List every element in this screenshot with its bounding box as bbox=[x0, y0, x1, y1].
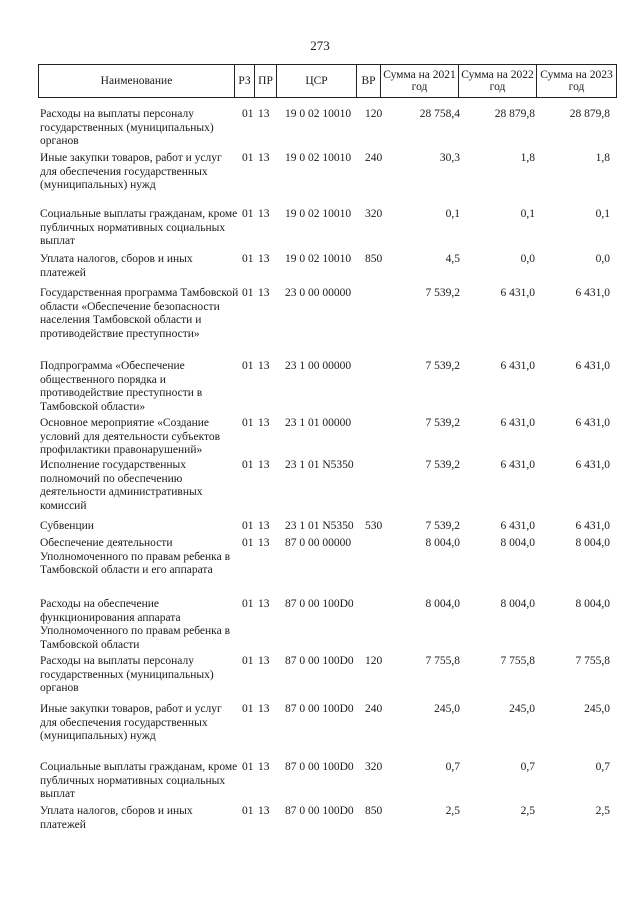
row-pr: 13 bbox=[258, 152, 270, 164]
row-csr: 23 1 01 00000 bbox=[285, 417, 352, 429]
row-rz: 01 bbox=[242, 208, 254, 220]
row-rz: 01 bbox=[242, 417, 254, 429]
row-csr: 87 0 00 100D0 bbox=[285, 655, 354, 667]
row-sum-2022: 6 431,0 bbox=[500, 417, 535, 429]
row-pr: 13 bbox=[258, 360, 270, 372]
row-sum-2022: 6 431,0 bbox=[500, 520, 535, 532]
row-sum-2021: 0,7 bbox=[445, 761, 460, 773]
row-name: Субвенции bbox=[40, 520, 94, 532]
row-rz: 01 bbox=[242, 253, 254, 265]
row-sum-2023: 1,8 bbox=[595, 152, 610, 164]
row-sum-2022: 0,0 bbox=[520, 253, 535, 265]
row-vr: 240 bbox=[365, 152, 383, 164]
row-pr: 13 bbox=[258, 108, 270, 120]
row-rz: 01 bbox=[242, 703, 254, 715]
page-number: 273 bbox=[310, 38, 330, 53]
row-name: Расходы на выплаты персоналу государственных (муниципальных) органов bbox=[40, 108, 214, 148]
row-csr: 23 0 00 00000 bbox=[285, 287, 352, 299]
row-sum-2022: 8 004,0 bbox=[500, 598, 535, 610]
row-rz: 01 bbox=[242, 805, 254, 817]
row-csr: 19 0 02 10010 bbox=[285, 208, 352, 220]
row-vr: 320 bbox=[365, 761, 383, 773]
row-rz: 01 bbox=[242, 761, 254, 773]
row-rz: 01 bbox=[242, 152, 254, 164]
row-rz: 01 bbox=[242, 598, 254, 610]
row-sum-2022: 6 431,0 bbox=[500, 459, 535, 471]
row-sum-2022: 2,5 bbox=[520, 805, 535, 817]
row-name: Расходы на выплаты персоналу государственных (муниципальных) органов bbox=[40, 655, 214, 695]
row-vr: 850 bbox=[365, 253, 383, 265]
row-pr: 13 bbox=[258, 287, 270, 299]
row-pr: 13 bbox=[258, 761, 270, 773]
row-sum-2021: 7 539,2 bbox=[425, 459, 460, 471]
row-sum-2021: 2,5 bbox=[445, 805, 460, 817]
row-csr: 23 1 00 00000 bbox=[285, 360, 352, 372]
row-sum-2021: 7 539,2 bbox=[425, 417, 460, 429]
row-sum-2022: 28 879,8 bbox=[494, 108, 535, 120]
header-sum-2021: Сумма на 2021 год bbox=[381, 65, 459, 97]
row-csr: 87 0 00 100D0 bbox=[285, 598, 354, 610]
row-pr: 13 bbox=[258, 537, 270, 549]
row-vr: 320 bbox=[365, 208, 383, 220]
row-name: Расходы на обеспечение функционирования аппарата Уполномоченного по правам ребенка в Тамбовской области bbox=[40, 598, 230, 651]
row-csr: 87 0 00 100D0 bbox=[285, 761, 354, 773]
row-sum-2023: 0,0 bbox=[595, 253, 610, 265]
row-sum-2023: 8 004,0 bbox=[575, 537, 610, 549]
header-rz: РЗ bbox=[235, 65, 255, 97]
row-vr: 850 bbox=[365, 805, 383, 817]
row-name: Социальные выплаты гражданам, кроме публичных нормативных социальных выплат bbox=[40, 208, 238, 248]
row-name: Основное мероприятие «Создание условий для деятельности субъектов профилактики правонарушений» bbox=[40, 417, 221, 457]
header-name: Наименование bbox=[39, 65, 235, 97]
row-sum-2023: 6 431,0 bbox=[575, 520, 610, 532]
row-sum-2021: 7 539,2 bbox=[425, 360, 460, 372]
row-pr: 13 bbox=[258, 598, 270, 610]
row-sum-2022: 0,1 bbox=[520, 208, 535, 220]
row-sum-2022: 245,0 bbox=[509, 703, 535, 715]
row-sum-2021: 28 758,4 bbox=[419, 108, 460, 120]
row-vr: 530 bbox=[365, 520, 383, 532]
row-sum-2023: 8 004,0 bbox=[575, 598, 610, 610]
row-sum-2023: 6 431,0 bbox=[575, 360, 610, 372]
row-rz: 01 bbox=[242, 287, 254, 299]
row-name: Иные закупки товаров, работ и услуг для обеспечения государственных (муниципальных) нужд bbox=[40, 703, 222, 743]
row-vr: 120 bbox=[365, 655, 383, 667]
row-csr: 87 0 00 00000 bbox=[285, 537, 352, 549]
row-vr: 120 bbox=[365, 108, 383, 120]
row-sum-2021: 245,0 bbox=[434, 703, 460, 715]
row-name: Иные закупки товаров, работ и услуг для обеспечения государственных (муниципальных) нужд bbox=[40, 152, 222, 192]
row-sum-2023: 245,0 bbox=[584, 703, 610, 715]
row-csr: 23 1 01 N5350 bbox=[285, 459, 354, 471]
row-name: Государственная программа Тамбовской области «Обеспечение безопасности населения Тамбовской области и противодействие преступности» bbox=[40, 287, 239, 340]
row-csr: 19 0 02 10010 bbox=[285, 152, 352, 164]
row-rz: 01 bbox=[242, 520, 254, 532]
row-sum-2021: 7 539,2 bbox=[425, 520, 460, 532]
row-rz: 01 bbox=[242, 655, 254, 667]
row-sum-2021: 0,1 bbox=[445, 208, 460, 220]
row-sum-2022: 6 431,0 bbox=[500, 287, 535, 299]
header-sum-2023: Сумма на 2023 год bbox=[540, 69, 613, 93]
row-name: Уплата налогов, сборов и иных платежей bbox=[40, 253, 193, 279]
row-pr: 13 bbox=[258, 520, 270, 532]
row-name: Исполнение государственных полномочий по обеспечению деятельности административных комиссий bbox=[40, 459, 203, 512]
row-csr: 87 0 00 100D0 bbox=[285, 703, 354, 715]
row-name: Подпрограмма «Обеспечение общественного порядка и противодействие преступности в Тамбовской области» bbox=[40, 360, 203, 413]
row-pr: 13 bbox=[258, 655, 270, 667]
row-csr: 23 1 01 N5350 bbox=[285, 520, 354, 532]
row-rz: 01 bbox=[242, 537, 254, 549]
row-sum-2021: 8 004,0 bbox=[425, 537, 460, 549]
header-sum-2022: Сумма на 2022 год bbox=[459, 65, 537, 97]
row-pr: 13 bbox=[258, 703, 270, 715]
row-sum-2021: 8 004,0 bbox=[425, 598, 460, 610]
row-name: Социальные выплаты гражданам, кроме публичных нормативных социальных выплат bbox=[40, 761, 238, 801]
row-pr: 13 bbox=[258, 208, 270, 220]
row-sum-2022: 6 431,0 bbox=[500, 360, 535, 372]
row-name: Уплата налогов, сборов и иных платежей bbox=[40, 805, 193, 831]
row-csr: 19 0 02 10010 bbox=[285, 108, 352, 120]
row-sum-2021: 30,3 bbox=[439, 152, 460, 164]
row-rz: 01 bbox=[242, 459, 254, 471]
row-sum-2023: 2,5 bbox=[595, 805, 610, 817]
row-sum-2023: 28 879,8 bbox=[569, 108, 610, 120]
row-sum-2023: 6 431,0 bbox=[575, 417, 610, 429]
row-sum-2021: 7 539,2 bbox=[425, 287, 460, 299]
row-pr: 13 bbox=[258, 253, 270, 265]
row-sum-2022: 1,8 bbox=[520, 152, 535, 164]
row-sum-2023: 0,7 bbox=[595, 761, 610, 773]
row-sum-2022: 8 004,0 bbox=[500, 537, 535, 549]
row-sum-2023: 6 431,0 bbox=[575, 459, 610, 471]
table-header bbox=[38, 64, 617, 98]
row-sum-2021: 7 755,8 bbox=[425, 655, 460, 667]
header-vr: ВР bbox=[357, 65, 381, 97]
row-sum-2023: 7 755,8 bbox=[575, 655, 610, 667]
row-sum-2021: 4,5 bbox=[445, 253, 460, 265]
header-pr: ПР bbox=[255, 65, 277, 97]
row-rz: 01 bbox=[242, 108, 254, 120]
row-sum-2022: 7 755,8 bbox=[500, 655, 535, 667]
row-csr: 87 0 00 100D0 bbox=[285, 805, 354, 817]
row-rz: 01 bbox=[242, 360, 254, 372]
row-sum-2023: 0,1 bbox=[595, 208, 610, 220]
row-sum-2023: 6 431,0 bbox=[575, 287, 610, 299]
row-vr: 240 bbox=[365, 703, 383, 715]
header-csr: ЦСР bbox=[277, 65, 357, 97]
row-sum-2022: 0,7 bbox=[520, 761, 535, 773]
row-name: Обеспечение деятельности Уполномоченного по правам ребенка в Тамбовской области и его аппарата bbox=[40, 537, 230, 577]
row-pr: 13 bbox=[258, 805, 270, 817]
row-csr: 19 0 02 10010 bbox=[285, 253, 352, 265]
row-pr: 13 bbox=[258, 459, 270, 471]
row-pr: 13 bbox=[258, 417, 270, 429]
